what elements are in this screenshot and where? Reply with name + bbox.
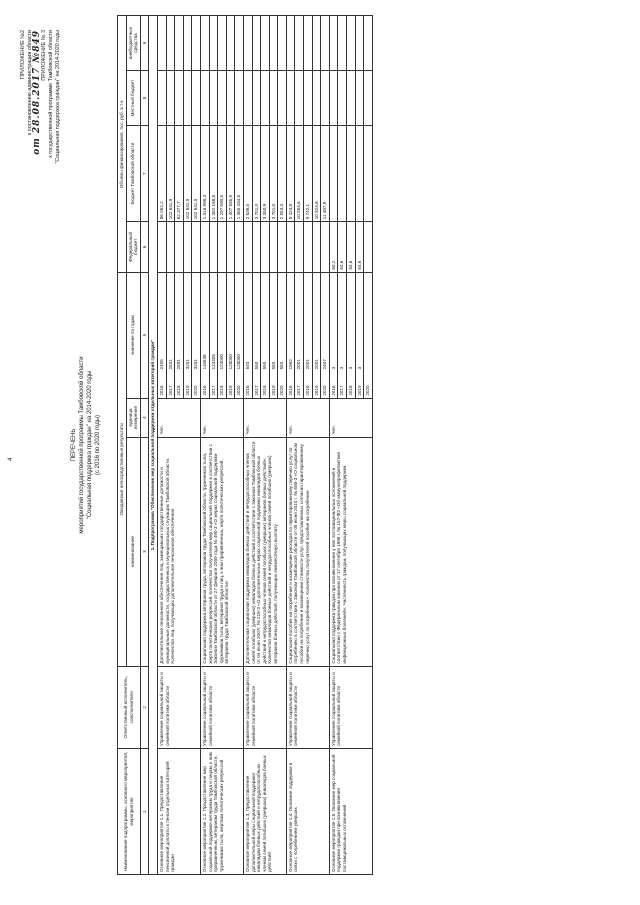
indicator-value: 2001 bbox=[296, 359, 302, 370]
local-budget-value bbox=[175, 71, 184, 126]
year-label: 2016 bbox=[287, 385, 293, 396]
table-row bbox=[329, 16, 338, 875]
year-value bbox=[347, 272, 356, 398]
header-funding: Объемы финансирования, тыс. руб. в т.ч. bbox=[118, 16, 127, 273]
year-value bbox=[209, 272, 218, 398]
year-label: 2019 bbox=[313, 385, 319, 396]
offbudget-value bbox=[286, 16, 295, 71]
regional-budget-value: 10 554,6 bbox=[295, 126, 304, 222]
appendix-line1: ПРИЛОЖЕНИЕ №2 bbox=[20, 30, 26, 80]
column-number: 4 bbox=[140, 398, 149, 437]
indicator-value: 3 bbox=[330, 366, 336, 370]
local-budget-value bbox=[166, 71, 175, 126]
table-row bbox=[243, 16, 252, 875]
regional-budget-value bbox=[364, 126, 373, 222]
year-label: 2018 bbox=[348, 385, 354, 396]
regional-budget-value: 1 297 590,5 bbox=[218, 126, 227, 222]
indicator-value: 1962 bbox=[287, 359, 293, 370]
year-value bbox=[304, 272, 313, 398]
year-label: 2017 bbox=[339, 385, 345, 396]
local-budget-value bbox=[243, 71, 252, 126]
federal-budget-value: 64,6 bbox=[338, 222, 347, 272]
year-value bbox=[175, 272, 184, 398]
indicator-value: 124000 bbox=[219, 354, 225, 370]
indicator-value: 3 bbox=[348, 366, 354, 370]
local-budget-value bbox=[338, 71, 347, 126]
year-label: 2016 bbox=[158, 385, 164, 396]
federal-budget-value bbox=[304, 222, 313, 272]
offbudget-value bbox=[157, 16, 166, 71]
year-label: 2017 bbox=[167, 385, 173, 396]
column-numbers-row bbox=[140, 16, 149, 875]
federal-budget-value bbox=[192, 222, 201, 272]
federal-budget-value bbox=[200, 222, 209, 272]
unit-of-measure: Чел. bbox=[243, 398, 286, 437]
local-budget-value bbox=[347, 71, 356, 126]
responsible-executor: Управление социальной защиты и семейной политики области bbox=[329, 666, 372, 748]
local-budget-value bbox=[364, 71, 373, 126]
unit-of-measure: Чел. bbox=[286, 398, 329, 437]
indicator-value: 550 bbox=[279, 361, 285, 370]
year-label: 2017 bbox=[253, 385, 259, 396]
local-budget-value bbox=[200, 71, 209, 126]
local-budget-value bbox=[192, 71, 201, 126]
year-label: 2020 bbox=[236, 385, 242, 396]
header-col2: Ответственный исполнитель, соисполнители bbox=[118, 666, 141, 748]
column-number: 7 bbox=[140, 126, 149, 222]
local-budget-value bbox=[226, 71, 235, 126]
indicator-value: 124405 bbox=[210, 354, 216, 370]
local-budget-value bbox=[252, 71, 261, 126]
year-label: 2018 bbox=[176, 385, 182, 396]
regional-budget-value bbox=[355, 126, 364, 222]
header-col1: Наименование подпрограммы, основного мероприятия, мероприятия bbox=[118, 749, 141, 875]
federal-budget-value bbox=[269, 222, 278, 272]
year-value bbox=[269, 272, 278, 398]
year-label: 2018 bbox=[305, 385, 311, 396]
indicator-value: 2407 bbox=[322, 359, 328, 370]
appendix-line5: "Социальная поддержка граждан" на 2014-2020 годы bbox=[55, 30, 61, 164]
responsible-executor: Управление социальной защиты и семейной политики области bbox=[243, 666, 286, 748]
federal-budget-value bbox=[218, 222, 227, 272]
indicator-value: 2531 bbox=[167, 359, 173, 370]
measure-name: Основное мероприятие 1.3. Предоставление дополнительной меры социальной поддержки инвалидам боевых действий и нетрудоспособным членам семей погибших (умерших) инвалидов боевых действий bbox=[243, 749, 286, 875]
header-unit: единица измерения bbox=[126, 398, 140, 437]
local-budget-value bbox=[157, 71, 166, 126]
header-results: Ожидаемые непосредственные результаты bbox=[118, 272, 127, 666]
year-label: 2020 bbox=[365, 385, 371, 396]
offbudget-value bbox=[192, 16, 201, 71]
offbudget-value bbox=[355, 16, 364, 71]
local-budget-value bbox=[269, 71, 278, 126]
regional-budget-value: 3 350,9 bbox=[261, 126, 270, 222]
year-value bbox=[192, 272, 201, 398]
result-description: Дополнительная социальная поддержка инвалидов боевых действий и нетрудоспособных членов семей погибших (умерших) инвалидов боевых действий в соответствии с Законом Тамбовской области от 04 июня 2007г. № 218-З «О дополнительных мерах социальной поддержки инвалидов боевых действий и нетрудоспособных членов семей погибших (умерших) ветеранов боевых действий». Количество инвалидов боевых действий и нетрудоспособных членов семей погибших (умерших) ветеранов боевых действий, получающих ежемесячную выплату bbox=[243, 437, 286, 666]
federal-budget-value bbox=[226, 222, 235, 272]
year-value bbox=[338, 272, 347, 398]
federal-budget-value bbox=[243, 222, 252, 272]
result-description: Социальная поддержка ветеранов труда, ветеранов труда Тамбовской области, тружеников тыла, жертв политических репрессий. Количество получателей мер социальной поддержки в соответствии с Законом Тамбовской области от 27 февраля 2009 года № 490-З «О мерах социальной поддержки тружеников тыла, ветеранов труда и лиц, к ним приравненных, жертв политических репрессий, ветеранов труда Тамбовской области» bbox=[200, 437, 243, 666]
year-value bbox=[243, 272, 252, 398]
regional-budget-value: 86 062,2 bbox=[157, 126, 166, 222]
year-label: 2020 bbox=[193, 385, 199, 396]
year-value bbox=[166, 272, 175, 398]
unit-of-measure: Чел. bbox=[157, 398, 200, 437]
indicator-value: 3 bbox=[356, 366, 362, 370]
federal-budget-value bbox=[295, 222, 304, 272]
local-budget-value bbox=[209, 71, 218, 126]
offbudget-value bbox=[312, 16, 321, 71]
offbudget-value bbox=[329, 16, 338, 71]
local-budget-value bbox=[183, 71, 192, 126]
handwritten-date-number: от 28.08.2017 №849 bbox=[32, 30, 42, 155]
table-row bbox=[200, 16, 209, 875]
federal-budget-value bbox=[183, 222, 192, 272]
federal-budget-value: 64,6 bbox=[355, 222, 364, 272]
regional-budget-value: 2 554,3 bbox=[278, 126, 287, 222]
table-row bbox=[157, 16, 166, 875]
regional-budget-value: 82 377,7 bbox=[175, 126, 184, 222]
responsible-executor: Управление социальной защиты и семейной политики области bbox=[200, 666, 243, 748]
document-title bbox=[70, 185, 102, 705]
local-budget-value bbox=[304, 71, 313, 126]
year-value bbox=[364, 272, 373, 398]
indicator-value: 2591 bbox=[176, 359, 182, 370]
year-value bbox=[226, 272, 235, 398]
unit-of-measure: Чел. bbox=[329, 398, 372, 437]
indicator-value: 3251 bbox=[193, 359, 199, 370]
offbudget-value bbox=[364, 16, 373, 71]
year-value bbox=[235, 272, 244, 398]
year-label: 2016 bbox=[201, 385, 207, 396]
unit-of-measure: Чел. bbox=[200, 398, 243, 437]
indicator-value: 550 bbox=[262, 361, 268, 370]
column-number: 2 bbox=[140, 666, 149, 748]
regional-budget-value: 1 362 168,8 bbox=[209, 126, 218, 222]
header-local: Местный бюджет bbox=[126, 71, 140, 126]
column-number: 8 bbox=[140, 71, 149, 126]
result-description: Социальное пособие на погребение и возмещение расходов по гарантированному перечню услуг по погребению в соответствии с Законом Тамбовской области от 05 июня 2010 г. № 658-З «О социальном пособии на погребение и возмещении стоимости услуг, предоставляемых согласно гарантированному перечню услуг по погребению». Количество получателей пособия на погребение bbox=[286, 437, 329, 666]
regional-budget-value: 102 641,9 bbox=[183, 126, 192, 222]
offbudget-value bbox=[261, 16, 270, 71]
local-budget-value bbox=[235, 71, 244, 126]
offbudget-value bbox=[200, 16, 209, 71]
federal-budget-value bbox=[175, 222, 184, 272]
indicator-value: 2001 bbox=[305, 359, 311, 370]
federal-budget-value bbox=[235, 222, 244, 272]
year-value bbox=[312, 272, 321, 398]
regional-budget-value bbox=[338, 126, 347, 222]
regional-budget-value: 1 407 555,9 bbox=[226, 126, 235, 222]
header-federal: Федеральный бюджет bbox=[126, 222, 140, 272]
page-number: 4 bbox=[8, 457, 14, 461]
responsible-executor: Управление социальной защиты и семейной политики области bbox=[157, 666, 200, 748]
offbudget-value bbox=[321, 16, 330, 71]
year-value bbox=[295, 272, 304, 398]
offbudget-value bbox=[235, 16, 244, 71]
year-value bbox=[278, 272, 287, 398]
local-budget-value bbox=[355, 71, 364, 126]
title-line4: (с 2016 по 2020 годы) bbox=[95, 414, 101, 476]
offbudget-value bbox=[252, 16, 261, 71]
measure-name: Основное мероприятие 1.1. Предоставление пенсионной доплаты к пенсии отдельных категорий граждан bbox=[157, 749, 200, 875]
year-label: 2018 bbox=[219, 385, 225, 396]
year-value bbox=[200, 272, 209, 398]
indicator-value: 2001 bbox=[313, 359, 319, 370]
local-budget-value bbox=[278, 71, 287, 126]
measures-table bbox=[117, 15, 373, 875]
offbudget-value bbox=[295, 16, 304, 71]
federal-budget-value bbox=[166, 222, 175, 272]
offbudget-value bbox=[304, 16, 313, 71]
local-budget-value bbox=[261, 71, 270, 126]
offbudget-value bbox=[243, 16, 252, 71]
offbudget-value bbox=[278, 16, 287, 71]
column-number: 6 bbox=[140, 222, 149, 272]
appendix-line3: ПРИЛОЖЕНИЕ № 3 bbox=[41, 30, 47, 81]
local-budget-value bbox=[312, 71, 321, 126]
federal-budget-value bbox=[209, 222, 218, 272]
year-value bbox=[252, 272, 261, 398]
federal-budget-value: 60,2 bbox=[329, 222, 338, 272]
indicator-value: 3251 bbox=[184, 359, 190, 370]
indicator-value: 2405 bbox=[158, 359, 164, 370]
federal-budget-value bbox=[261, 222, 270, 272]
header-regional: Бюджет Тамбовской области bbox=[126, 126, 140, 222]
regional-budget-value: 9 742,1 bbox=[304, 126, 313, 222]
offbudget-value bbox=[338, 16, 347, 71]
regional-budget-value: 102 641,9 bbox=[166, 126, 175, 222]
year-value bbox=[321, 272, 330, 398]
regional-budget-value bbox=[329, 126, 338, 222]
regional-budget-value bbox=[347, 126, 356, 222]
year-value bbox=[261, 272, 270, 398]
regional-budget-value: 102 641,9 bbox=[192, 126, 201, 222]
indicator-value: 128000 bbox=[227, 354, 233, 370]
regional-budget-value: 3 701,0 bbox=[252, 126, 261, 222]
year-label: 2017 bbox=[296, 385, 302, 396]
column-number: 3 bbox=[140, 437, 149, 666]
federal-budget-value bbox=[321, 222, 330, 272]
appendix-block bbox=[20, 30, 62, 164]
year-label: 2020 bbox=[322, 385, 328, 396]
indicator-value: 3 bbox=[339, 366, 345, 370]
measure-name: Основное мероприятие 1.2. Предоставление мер социальной поддержки ветеранам труда и лицам, к ним приравненным, ветеранам труда Тамбовской области, труженикам тыла, жертвам политических репрессий bbox=[200, 749, 243, 875]
year-value bbox=[183, 272, 192, 398]
year-label: 2019 bbox=[270, 385, 276, 396]
indicator-value: 118538 bbox=[201, 354, 207, 370]
local-budget-value bbox=[218, 71, 227, 126]
indicator-value: 540 bbox=[244, 361, 250, 370]
indicator-value: 550 bbox=[253, 361, 259, 370]
federal-budget-value bbox=[286, 222, 295, 272]
year-value bbox=[157, 272, 166, 398]
measure-name: Основное мероприятие 1.4. Оказание поддержки в связи с погребением умерших bbox=[286, 749, 329, 875]
table-row bbox=[286, 16, 295, 875]
regional-budget-value: 1 365 434,6 bbox=[235, 126, 244, 222]
header-value: значение по годам bbox=[126, 272, 140, 398]
header-name: наименование bbox=[126, 437, 140, 666]
federal-budget-value: 64,6 bbox=[347, 222, 356, 272]
column-number: 5 bbox=[140, 272, 149, 398]
offbudget-value bbox=[209, 16, 218, 71]
local-budget-value bbox=[321, 71, 330, 126]
offbudget-value bbox=[175, 16, 184, 71]
title-line1: ПЕРЕЧЕНЬ bbox=[71, 428, 77, 462]
year-label: 2019 bbox=[227, 385, 233, 396]
year-value bbox=[218, 272, 227, 398]
offbudget-value bbox=[218, 16, 227, 71]
regional-budget-value: 2 636,5 bbox=[243, 126, 252, 222]
regional-budget-value: 3 701,0 bbox=[269, 126, 278, 222]
column-number: 1 bbox=[140, 749, 149, 875]
year-label: 2019 bbox=[356, 385, 362, 396]
federal-budget-value bbox=[312, 222, 321, 272]
subprogram-title: 1. Подпрограмма "Обеспечение мер социальной поддержки отдельных категорий граждан" bbox=[149, 16, 158, 875]
result-description: Социальная поддержка граждан при возникновении у них поствакцинальных осложнений в соответствии с Федеральным законом от 17 сентября 1998 г. № 157-ФЗ «Об иммунопрофилактике инфекционных болезней». Численность граждан, получающих меры социальной поддержки bbox=[329, 437, 372, 666]
offbudget-value bbox=[226, 16, 235, 71]
federal-budget-value bbox=[364, 222, 373, 272]
local-budget-value bbox=[329, 71, 338, 126]
offbudget-value bbox=[347, 16, 356, 71]
year-value bbox=[329, 272, 338, 398]
indicator-value: 550 bbox=[270, 361, 276, 370]
year-label: 2018 bbox=[262, 385, 268, 396]
title-line2: мероприятий государственной программы Тамбовской области bbox=[79, 356, 85, 534]
appendix-line2: к постановлению администрации области bbox=[27, 30, 33, 136]
federal-budget-value bbox=[252, 222, 261, 272]
offbudget-value bbox=[183, 16, 192, 71]
responsible-executor: Управление социальной защиты и семейной политики области bbox=[286, 666, 329, 748]
appendix-line4: к государственной программе Тамбовской области bbox=[48, 30, 54, 158]
offbudget-value bbox=[269, 16, 278, 71]
year-label: 2016 bbox=[330, 385, 336, 396]
local-budget-value bbox=[295, 71, 304, 126]
year-value bbox=[286, 272, 295, 398]
year-value bbox=[355, 272, 364, 398]
regional-budget-value: 1 316 998,3 bbox=[200, 126, 209, 222]
title-line3: "Социальная поддержка граждан" на 2014-2020 годы bbox=[87, 370, 93, 520]
federal-budget-value bbox=[278, 222, 287, 272]
regional-budget-value: 10 824,8 bbox=[312, 126, 321, 222]
result-description: Дополнительное пенсионное обеспечение лиц, замещавших государственные должности и муниципальные должности, государственных и муниципальных служащих Тамбовской области. Количество лиц, получающих дополнительное пенсионное обеспечение bbox=[157, 437, 200, 666]
year-label: 2019 bbox=[184, 385, 190, 396]
regional-budget-value: 9 424,8 bbox=[286, 126, 295, 222]
year-label: 2016 bbox=[244, 385, 250, 396]
year-label: 2020 bbox=[279, 385, 285, 396]
year-label: 2017 bbox=[210, 385, 216, 396]
federal-budget-value bbox=[157, 222, 166, 272]
regional-budget-value: 11 487,9 bbox=[321, 126, 330, 222]
column-number: 9 bbox=[140, 16, 149, 71]
local-budget-value bbox=[286, 71, 295, 126]
indicator-value: 128000 bbox=[236, 354, 242, 370]
header-offbudget: внебюджетные средства bbox=[126, 16, 140, 71]
offbudget-value bbox=[166, 16, 175, 71]
measure-name: Основное мероприятие 1.5. Оказание мер социальной поддержки граждан при возникновении поствакцинальных осложнений bbox=[329, 749, 372, 875]
